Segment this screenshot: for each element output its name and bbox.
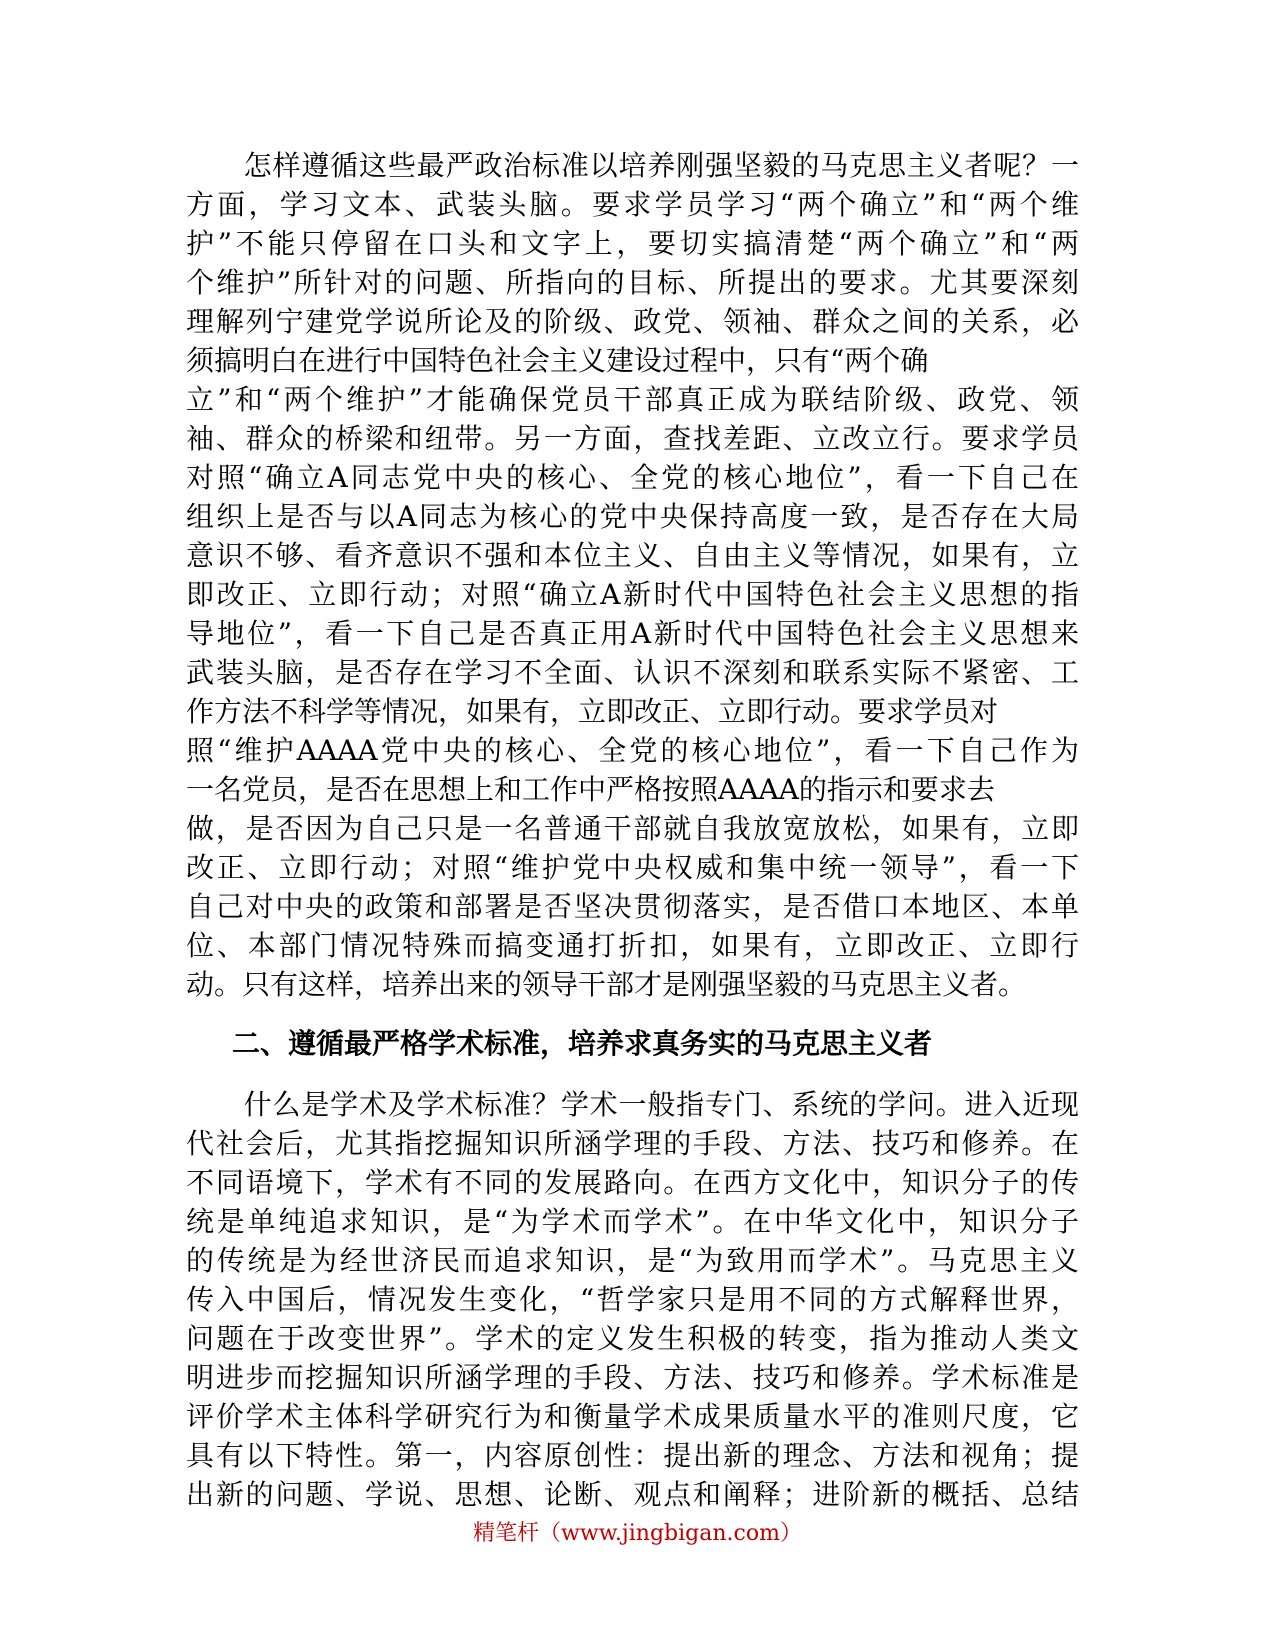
text-line: 护”不能只停留在口头和文字上，要切实搞清楚“两个确立”和“两 — [186, 227, 1079, 260]
document-body — [186, 146, 1079, 1514]
text-line: 作方法不科学等情况，如果有，立即改正、立即行动。要求学员对 — [186, 695, 999, 728]
text-line: 武装头脑，是否存在学习不全面、认识不深刻和联系实际不紧密、工 — [186, 656, 1079, 689]
text-line: 怎样遵循这些最严政治标准以培养刚强坚毅的马克思主义者呢？一 — [186, 149, 1079, 182]
section-heading: 二、遵循最严格学术标准，培养求真务实的马克思主义者 — [232, 1027, 933, 1060]
text-line: 出新的问题、学说、思想、论断、观点和阐释；进阶新的概括、总结 — [186, 1478, 1079, 1511]
paragraph-academic-standards — [186, 1085, 1079, 1514]
text-line: 动。只有这样，培养出来的领导干部才是刚强坚毅的马克思主义者。 — [186, 968, 1027, 1001]
text-line: 袖、群众的桥梁和纽带。另一方面，查找差距、立改立行。要求学员 — [186, 422, 1079, 455]
text-line: 传入中国后，情况发生变化，“哲学家只是用不同的方式解释世界， — [186, 1283, 1079, 1316]
text-line: 具有以下特性。第一，内容原创性：提出新的理念、方法和视角；提 — [186, 1439, 1079, 1472]
text-line: 什么是学术及学术标准？学术一般指专门、系统的学问。进入近现 — [186, 1088, 1079, 1121]
text-line: 理解列宁建党学说所论及的阶级、政党、领袖、群众之间的关系，必 — [186, 305, 1079, 338]
text-line: 位、本部门情况特殊而搞变通打折扣，如果有，立即改正、立即行 — [186, 929, 1079, 962]
text-line: 方面，学习文本、武装头脑。要求学员学习“两个确立”和“两个维 — [186, 188, 1079, 221]
text-line: 自己对中央的政策和部署是否坚决贯彻落实，是否借口本地区、本单 — [186, 890, 1079, 923]
text-line: 统是单纯追求知识，是“为学术而学术”。在中华文化中，知识分子 — [186, 1205, 1079, 1238]
text-line: 组织上是否与以A同志为核心的党中央保持高度一致，是否存在大局 — [186, 500, 1079, 533]
text-line: 一名党员，是否在思想上和工作中严格按照AAAA的指示和要求去 — [186, 773, 995, 806]
text-line: 做，是否因为自己只是一名普通干部就自我放宽放松，如果有，立即 — [186, 812, 1079, 845]
text-line: 明进步而挖掘知识所涵学理的手段、方法、技巧和修养。学术标准是 — [186, 1361, 1079, 1394]
text-line: 意识不够、看齐意识不强和本位主义、自由主义等情况，如果有，立 — [186, 539, 1079, 572]
text-line: 的传统是为经世济民而追求知识，是“为致用而学术”。马克思主义 — [186, 1244, 1079, 1277]
text-line: 问题在于改变世界”。学术的定义发生积极的转变，指为推动人类文 — [186, 1322, 1079, 1355]
text-line: 导地位”，看一下自己是否真正用A新时代中国特色社会主义思想来 — [186, 617, 1079, 650]
text-line: 立”和“两个维护”才能确保党员干部真正成为联结阶级、政党、领 — [186, 383, 1079, 416]
text-line: 不同语境下，学术有不同的发展路向。在西方文化中，知识分子的传 — [186, 1166, 1079, 1199]
page-footer-watermark: 精笔杆（www.jingbigan.com） — [473, 1521, 802, 1546]
paragraph-political-standards — [186, 146, 1079, 1004]
text-line: 即改正、立即行动；对照“确立A新时代中国特色社会主义思想的指 — [186, 578, 1079, 611]
text-line: 个维护”所针对的问题、所指向的目标、所提出的要求。尤其要深刻 — [186, 266, 1079, 299]
text-line: 须搞明白在进行中国特色社会主义建设过程中，只有“两个确 — [186, 344, 929, 377]
text-line: 对照“确立A同志党中央的核心、全党的核心地位”，看一下自己在 — [186, 461, 1079, 494]
text-line: 评价学术主体科学研究行为和衡量学术成果质量水平的准则尺度，它 — [186, 1400, 1079, 1433]
text-line: 照“维护AAAA党中央的核心、全党的核心地位”，看一下自己作为 — [186, 734, 1079, 767]
text-line: 改正、立即行动；对照“维护党中央权威和集中统一领导”，看一下 — [186, 851, 1079, 884]
text-line: 代社会后，尤其指挖掘知识所涵学理的手段、方法、技巧和修养。在 — [186, 1127, 1079, 1160]
